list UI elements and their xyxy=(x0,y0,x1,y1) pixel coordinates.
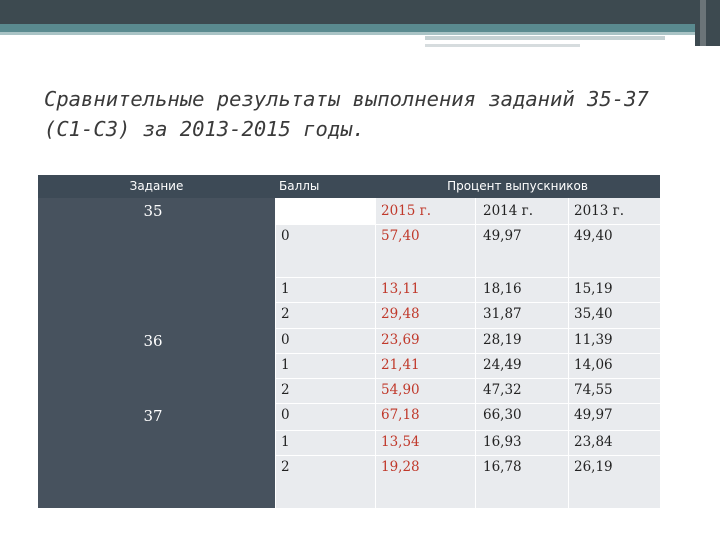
value-2013-cell: 11,39 xyxy=(574,332,613,348)
task-cell-35 xyxy=(38,198,275,328)
row-divider xyxy=(275,277,660,278)
row-divider xyxy=(275,430,660,431)
task-label-37: 37 xyxy=(143,407,163,425)
value-2015-cell: 67,18 xyxy=(381,407,420,423)
value-2013-cell: 14,06 xyxy=(574,357,613,373)
task-cell-36 xyxy=(38,328,275,403)
row-divider xyxy=(275,328,660,329)
accent-line-short xyxy=(425,44,580,47)
top-banner-stripe xyxy=(0,24,720,32)
value-2013-cell: 49,40 xyxy=(574,228,613,244)
value-2015-cell: 23,69 xyxy=(381,332,420,348)
score-cell: 2 xyxy=(281,459,290,475)
task-cell-37 xyxy=(38,403,275,508)
header-score: Баллы xyxy=(275,175,375,198)
value-2014-cell: 49,97 xyxy=(483,228,522,244)
row-divider xyxy=(275,403,660,404)
row-divider xyxy=(275,455,660,456)
value-2015-cell: 29,48 xyxy=(381,306,420,322)
row-divider xyxy=(275,224,660,225)
score-cell: 2 xyxy=(281,306,290,322)
task-label-36: 36 xyxy=(143,332,163,350)
value-2014-cell: 31,87 xyxy=(483,306,522,322)
value-2014-cell: 66,30 xyxy=(483,407,522,423)
score-cell: 0 xyxy=(281,407,290,423)
value-2014-cell: 24,49 xyxy=(483,357,522,373)
value-2013-cell: 49,97 xyxy=(574,407,613,423)
year-2014: 2014 г. xyxy=(483,203,534,219)
score-cell: 0 xyxy=(281,228,290,244)
score-cell: 1 xyxy=(281,357,290,373)
row-divider xyxy=(275,353,660,354)
row-divider xyxy=(275,302,660,303)
score-cell: 2 xyxy=(281,382,290,398)
value-2014-cell: 28,19 xyxy=(483,332,522,348)
score-cell: 1 xyxy=(281,281,290,297)
score-blank-cell xyxy=(275,198,375,224)
results-table xyxy=(38,175,660,508)
top-banner-thin-stripe xyxy=(0,32,720,35)
value-2013-cell: 26,19 xyxy=(574,459,613,475)
corner-accent xyxy=(700,0,706,46)
value-2014-cell: 16,78 xyxy=(483,459,522,475)
value-2014-cell: 18,16 xyxy=(483,281,522,297)
value-2013-cell: 23,84 xyxy=(574,434,613,450)
accent-line xyxy=(425,36,665,40)
top-banner xyxy=(0,0,720,24)
value-2015-cell: 54,90 xyxy=(381,382,420,398)
year-2015: 2015 г. xyxy=(381,203,432,219)
corner-block xyxy=(695,0,720,46)
value-2015-cell: 13,54 xyxy=(381,434,420,450)
value-2014-cell: 16,93 xyxy=(483,434,522,450)
value-2015-cell: 19,28 xyxy=(381,459,420,475)
header-task: Задание xyxy=(38,175,275,198)
score-cell: 1 xyxy=(281,434,290,450)
task-label-35: 35 xyxy=(143,202,163,220)
value-2013-cell: 15,19 xyxy=(574,281,613,297)
year-2013: 2013 г. xyxy=(574,203,625,219)
value-2015-cell: 21,41 xyxy=(381,357,420,373)
value-2015-cell: 13,11 xyxy=(381,281,420,297)
row-divider xyxy=(275,378,660,379)
value-2013-cell: 74,55 xyxy=(574,382,613,398)
value-2013-cell: 35,40 xyxy=(574,306,613,322)
value-2014-cell: 47,32 xyxy=(483,382,522,398)
value-2015-cell: 57,40 xyxy=(381,228,420,244)
slide-title: Сравнительные результаты выполнения заданий 35-37 (С1-С3) за 2013-2015 годы. xyxy=(44,87,649,141)
score-cell: 0 xyxy=(281,332,290,348)
header-percent: Процент выпускников xyxy=(375,175,660,198)
